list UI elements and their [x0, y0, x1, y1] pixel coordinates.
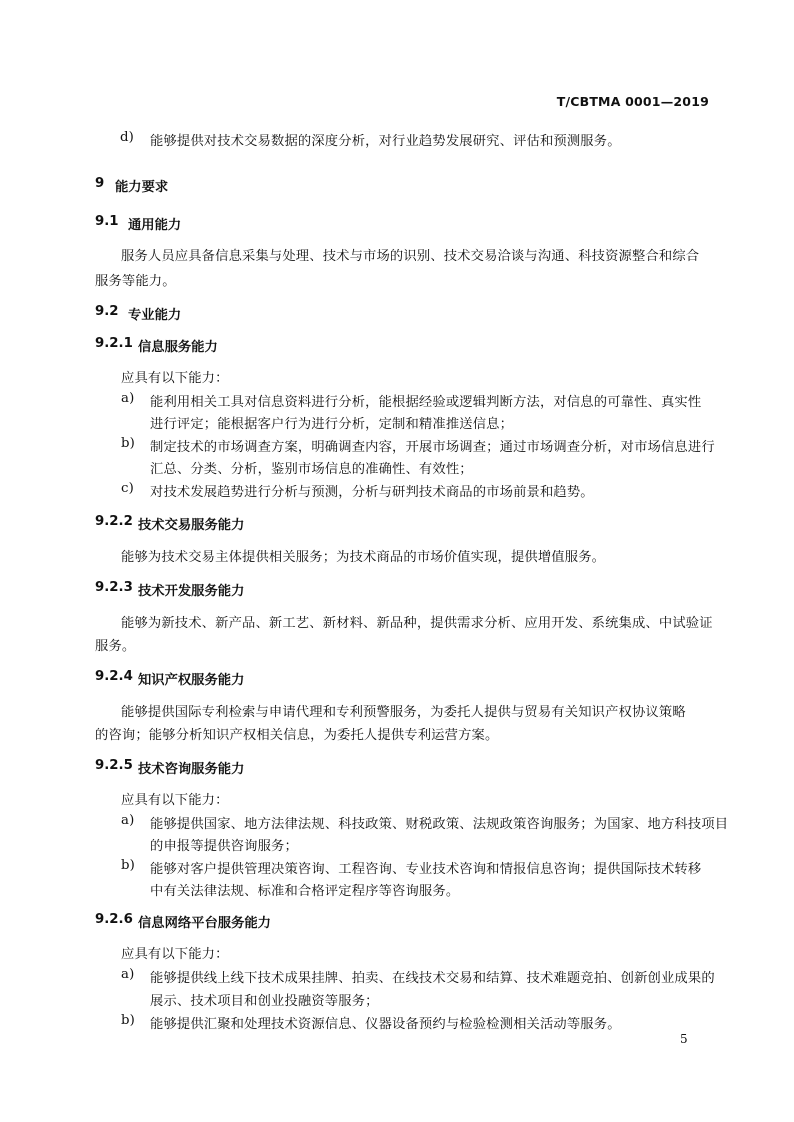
list-marker: b) [121, 436, 135, 451]
list-marker: a) [121, 967, 135, 982]
paragraph-line: 服务人员应具备信息采集与处理、技术与市场的识别、技术交易洽谈与沟通、科技资源整合和综合 [121, 249, 700, 264]
paragraph-line: 能够为新技术、新产品、新工艺、新材料、新品种，提供需求分析、应用开发、系统集成、中试验证 [121, 616, 713, 631]
section-title: 能力要求 [115, 180, 169, 195]
list-marker: a) [121, 391, 135, 406]
list-marker: d) [120, 130, 134, 145]
section-number: 9.2.1 [95, 336, 133, 351]
paragraph-line: 应具有以下能力： [121, 793, 229, 808]
section-number: 9.2.2 [95, 514, 133, 529]
standard-number: T/CBTMA 0001—2019 [556, 94, 709, 109]
paragraph-line: 服务。 [95, 639, 136, 654]
paragraph-line: 应具有以下能力： [121, 947, 229, 962]
list-item-text: 能够提供线上线下技术成果挂牌、拍卖、在线技术交易和结算、技术难题竞拍、创新创业成果的 [150, 971, 715, 986]
list-item-text: 中有关法律法规、标准和合格评定程序等咨询服务。 [150, 884, 460, 899]
section-number: 9 [95, 176, 105, 191]
list-marker: b) [121, 858, 135, 873]
list-item-text: 展示、技术项目和创业投融资等服务； [150, 994, 379, 1009]
list-item-text: 能利用相关工具对信息资料进行分析，能根据经验或逻辑判断方法，对信息的可靠性、真实性 [150, 395, 702, 410]
section-title: 通用能力 [128, 218, 182, 233]
list-item-text: 能够提供国家、地方法律法规、科技政策、财税政策、法规政策咨询服务；为国家、地方科技项目 [150, 817, 729, 832]
section-number: 9.2.5 [95, 758, 133, 773]
list-item-text: 制定技术的市场调查方案，明确调查内容，开展市场调查；通过市场调查分析，对市场信息进行 [150, 440, 715, 455]
section-title: 技术咨询服务能力 [138, 762, 245, 777]
list-item-text: 对技术发展趋势进行分析与预测，分析与研判技术商品的市场前景和趋势。 [150, 485, 594, 500]
list-item-text: 汇总、分类、分析，鉴别市场信息的准确性、有效性； [150, 462, 473, 477]
section-title: 信息网络平台服务能力 [138, 916, 271, 931]
paragraph-line: 服务等能力。 [95, 274, 176, 289]
section-number: 9.2 [95, 304, 119, 319]
section-number: 9.1 [95, 214, 119, 229]
section-title: 信息服务能力 [138, 340, 218, 355]
list-item-text: 能够提供汇聚和处理技术资源信息、仪器设备预约与检验检测相关活动等服务。 [150, 1017, 621, 1032]
paragraph-line: 应具有以下能力： [121, 371, 229, 386]
list-marker: c) [121, 481, 134, 496]
paragraph-line: 的咨询；能够分析知识产权相关信息，为委托人提供专利运营方案。 [95, 728, 499, 743]
list-item-text: 能够对客户提供管理决策咨询、工程咨询、专业技术咨询和情报信息咨询；提供国际技术转移 [150, 862, 702, 877]
list-marker: b) [121, 1013, 135, 1028]
page-number: 5 [680, 1032, 688, 1046]
section-title: 技术交易服务能力 [138, 518, 245, 533]
list-item-text: 进行评定；能根据客户行为进行分析，定制和精准推送信息； [150, 417, 514, 432]
section-title: 技术开发服务能力 [138, 584, 245, 599]
list-marker: a) [121, 813, 135, 828]
list-item-text: 的申报等提供咨询服务； [150, 839, 298, 854]
section-number: 9.2.3 [95, 580, 133, 595]
section-title: 专业能力 [128, 308, 182, 323]
section-title: 知识产权服务能力 [138, 673, 245, 688]
paragraph-line: 能够提供国际专利检索与申请代理和专利预警服务，为委托人提供与贸易有关知识产权协议策略 [121, 705, 686, 720]
section-number: 9.2.6 [95, 912, 133, 927]
section-number: 9.2.4 [95, 669, 133, 684]
paragraph-line: 能够为技术交易主体提供相关服务；为技术商品的市场价值实现，提供增值服务。 [121, 550, 606, 565]
list-item-text: 能够提供对技术交易数据的深度分析，对行业趋势发展研究、评估和预测服务。 [150, 134, 621, 149]
